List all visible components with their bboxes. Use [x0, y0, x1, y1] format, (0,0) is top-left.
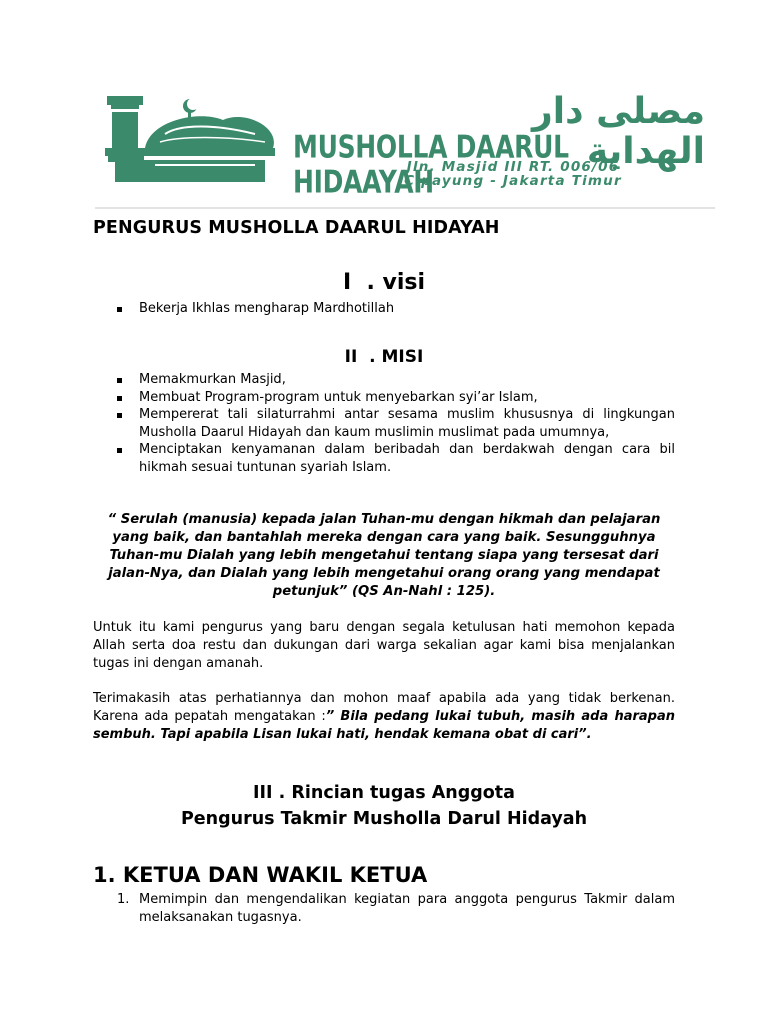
ketua-heading: 1. KETUA DAN WAKIL KETUA — [93, 863, 428, 887]
proverb: ” Bila pedang lukai tubuh, masih ada harapan sembuh. Tapi apabila Lisan lukai hati, hendak kemana obat di cari”. — [93, 709, 675, 742]
visi-heading: I . visi — [342, 270, 426, 295]
document-title: PENGURUS MUSHOLLA DAARUL HIDAYAH — [93, 218, 500, 238]
letterhead — [105, 91, 715, 200]
list-item — [93, 891, 675, 927]
address-line-1: Jln. Masjid III RT. 006/06 — [406, 159, 620, 175]
list-item-number: 1. — [117, 892, 130, 907]
misi-list — [93, 371, 675, 476]
paragraph-2-plain: Terimakasih atas perhatiannya dan mohon maaf apabila ada yang tidak berkenan. Karena ada pepatah mengatakan : — [93, 691, 675, 724]
organization-name: MUSHOLLA DAARUL HIDAAYAH — [293, 128, 569, 200]
paragraph-1: Untuk itu kami pengurus yang baru dengan segala ketulusan hati memohon kepada Allah serta doa restu dan dukungan dari warga sekalian agar kami bisa menjalankan tugas ini dengan amanah. — [93, 620, 675, 671]
mosque-dome-icon — [105, 92, 285, 192]
visi-list — [93, 300, 675, 318]
rincian-heading-line-1: III . Rincian tugas Anggota — [253, 783, 515, 803]
rincian-heading — [93, 780, 675, 832]
header-divider — [95, 207, 715, 209]
list-item-text: Memimpin dan mengendalikan kegiatan para anggota pengurus Takmir dalam melaksanakan tugasnya. — [139, 892, 675, 925]
list-item: Mempererat tali silaturrahmi antar sesama muslim khususnya di lingkungan Musholla Daarul Hidayah dan kaum muslimin muslimat pada umumnya, — [93, 406, 675, 441]
list-item: Membuat Program-program untuk menyebarkan syi’ar Islam, — [93, 389, 675, 407]
misi-heading: II . MISI — [344, 347, 424, 367]
list-item: Menciptakan kenyamanan dalam beribadah dan berdakwah dengan cara bil hikmah sesuai tuntunan syariah Islam. — [93, 441, 675, 476]
quran-quote: “ Serulah (manusia) kepada jalan Tuhan-mu dengan hikmah dan pelajaran yang baik, dan bantahlah mereka dengan cara yang baik. Sesungguhnya Tuhan-mu Dialah yang lebih mengetahui tentang siapa yang tersesat dari jalan-Nya, dan Dialah yang lebih mengetahui orang orang yang mendapat petunjuk” (QS An-Nahl : 125). — [107, 512, 661, 599]
list-item: Bekerja Ikhlas mengharap Mardhotillah — [93, 300, 675, 318]
paragraph-2 — [93, 690, 675, 744]
rincian-heading-line-2: Pengurus Takmir Musholla Darul Hidayah — [180, 809, 588, 829]
ketua-duties-list — [93, 891, 675, 927]
list-item: Memakmurkan Masjid, — [93, 371, 675, 389]
address-line-2: Cipayung - Jakarta Timur — [404, 173, 622, 189]
arabic-title: مصلى دار الهداية — [532, 91, 705, 172]
